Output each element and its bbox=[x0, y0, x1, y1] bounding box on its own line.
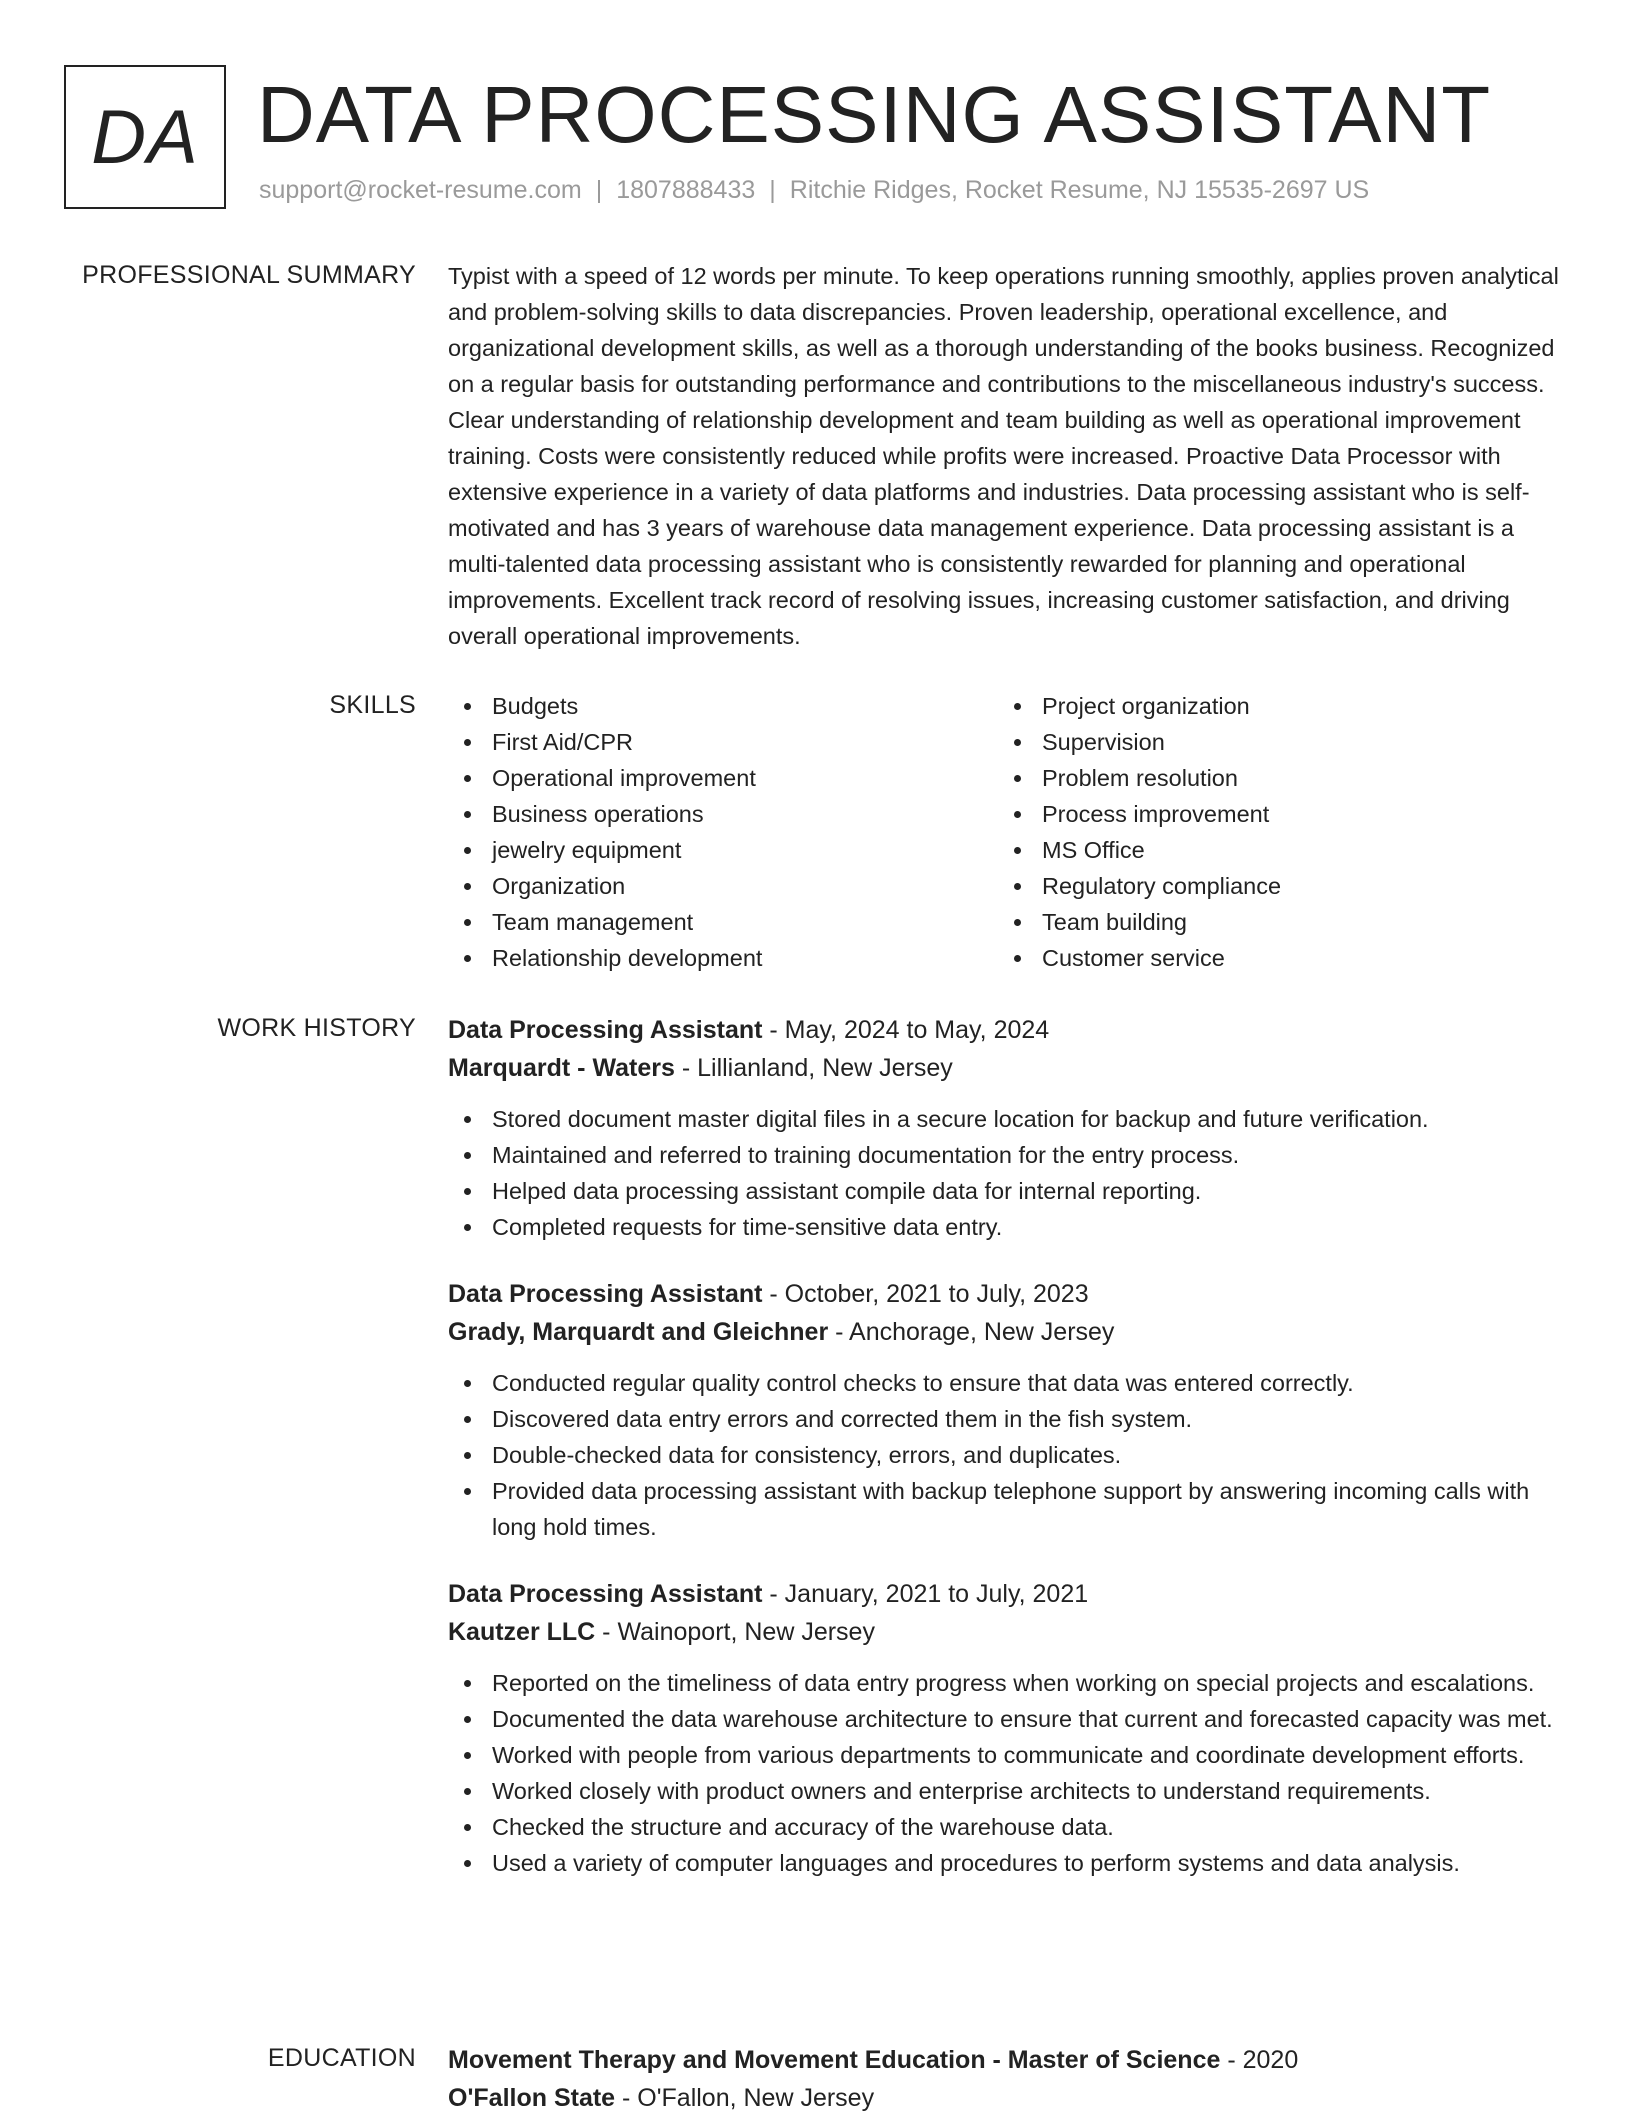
job-title-line bbox=[448, 1275, 1570, 1313]
job-dates: - January, 2021 to July, 2021 bbox=[762, 1580, 1089, 1608]
job-company-line bbox=[448, 1613, 1570, 1651]
job-entry bbox=[448, 1275, 1570, 1545]
job-duties bbox=[448, 1665, 1570, 1881]
skill-item: Problem resolution bbox=[998, 760, 1548, 796]
job-title-line bbox=[448, 1011, 1570, 1049]
duty-item: Maintained and referred to training documentation for the entry process. bbox=[448, 1137, 1570, 1173]
skills-list-left bbox=[448, 688, 998, 976]
contact-email: support@rocket-resume.com bbox=[259, 176, 582, 204]
summary-text: Typist with a speed of 12 words per minute. To keep operations running smoothly, applies proven analytical and problem-solving skills to data discrepancies. Proven leadership, operational excellence, and organizational development skills, as well as a thorough understanding of the books business. Recognized on a regular basis for outstanding performance and contributions to the miscellaneous industry's success. Clear understanding of relationship development and team building as well as operational improvement training. Costs were consistently reduced while profits were increased. Proactive Data Processor with extensive experience in a variety of data platforms and industries. Data processing assistant who is self-motivated and has 3 years of warehouse data management experience. Data processing assistant is a multi-talented data processing assistant who is consistently rewarded for planning and operational improvements. Excellent track record of resolving issues, increasing customer satisfaction, and driving overall operational improvements. bbox=[448, 263, 1559, 649]
skill-item: Team building bbox=[998, 904, 1548, 940]
job-title: Data Processing Assistant bbox=[448, 1280, 763, 1308]
section-label-skills: SKILLS bbox=[329, 691, 416, 719]
duty-item: Discovered data entry errors and corrected them in the fish system. bbox=[448, 1401, 1570, 1437]
job-title: Data Processing Assistant bbox=[448, 1580, 763, 1608]
skill-item: Team management bbox=[448, 904, 998, 940]
education-location: - O'Fallon, New Jersey bbox=[615, 2084, 875, 2112]
resume-header bbox=[64, 65, 1568, 210]
job-company: Kautzer LLC bbox=[448, 1618, 596, 1646]
duty-item: Reported on the timeliness of data entry progress when working on special projects and escalations. bbox=[448, 1665, 1570, 1701]
skill-item: jewelry equipment bbox=[448, 832, 998, 868]
duty-item: Provided data processing assistant with backup telephone support by answering incoming calls with long hold times. bbox=[448, 1473, 1570, 1545]
job-entry bbox=[448, 1011, 1570, 1245]
education-year: - 2020 bbox=[1220, 2046, 1299, 2074]
job-duties bbox=[448, 1365, 1570, 1545]
education-body bbox=[448, 2041, 1570, 2112]
duty-item: Worked closely with product owners and enterprise architects to understand requirements. bbox=[448, 1773, 1570, 1809]
candidate-title: DATA PROCESSING ASSISTANT bbox=[257, 70, 1492, 159]
contact-separator: | bbox=[769, 176, 776, 204]
education-degree: Movement Therapy and Movement Education - Master of Science bbox=[448, 2046, 1221, 2074]
skill-item: Budgets bbox=[448, 688, 998, 724]
job-duties bbox=[448, 1101, 1570, 1245]
contact-phone: 1807888433 bbox=[616, 176, 756, 204]
monogram-initials: DA bbox=[91, 94, 199, 180]
job-company: Marquardt - Waters bbox=[448, 1054, 675, 1082]
skill-item: MS Office bbox=[998, 832, 1548, 868]
work-history-body bbox=[448, 1011, 1570, 1911]
skill-item: Customer service bbox=[998, 940, 1548, 976]
duty-item: Checked the structure and accuracy of the warehouse data. bbox=[448, 1809, 1570, 1845]
duty-item: Worked with people from various departments to communicate and coordinate development efforts. bbox=[448, 1737, 1570, 1773]
job-company-line bbox=[448, 1049, 1570, 1087]
skill-item: Process improvement bbox=[998, 796, 1548, 832]
skill-item: Relationship development bbox=[448, 940, 998, 976]
skill-item: Project organization bbox=[998, 688, 1548, 724]
job-company: Grady, Marquardt and Gleichner bbox=[448, 1318, 829, 1346]
skill-item: Operational improvement bbox=[448, 760, 998, 796]
skill-item: First Aid/CPR bbox=[448, 724, 998, 760]
contact-separator: | bbox=[595, 176, 603, 204]
job-dates: - October, 2021 to July, 2023 bbox=[762, 1280, 1089, 1308]
job-company-line bbox=[448, 1313, 1570, 1351]
duty-item: Conducted regular quality control checks to ensure that data was entered correctly. bbox=[448, 1365, 1570, 1401]
contact-line bbox=[259, 174, 1369, 207]
job-location: - Lillianland, New Jersey bbox=[674, 1054, 953, 1082]
education-school: O'Fallon State bbox=[448, 2084, 616, 2112]
duty-item: Double-checked data for consistency, errors, and duplicates. bbox=[448, 1437, 1570, 1473]
section-label-summary: PROFESSIONAL SUMMARY bbox=[82, 261, 416, 289]
contact-address: Ritchie Ridges, Rocket Resume, NJ 15535-2697 US bbox=[789, 176, 1370, 204]
job-title-line bbox=[448, 1575, 1570, 1613]
skill-item: Regulatory compliance bbox=[998, 868, 1548, 904]
duty-item: Stored document master digital files in a secure location for backup and future verification. bbox=[448, 1101, 1570, 1137]
duty-item: Completed requests for time-sensitive data entry. bbox=[448, 1209, 1570, 1245]
job-entry bbox=[448, 1575, 1570, 1881]
skills-columns bbox=[448, 688, 1570, 976]
section-label-education: EDUCATION bbox=[267, 2044, 416, 2072]
duty-item: Documented the data warehouse architecture to ensure that current and forecasted capacity was met. bbox=[448, 1701, 1570, 1737]
skill-item: Business operations bbox=[448, 796, 998, 832]
monogram-box bbox=[64, 65, 226, 209]
job-location: - Anchorage, New Jersey bbox=[828, 1318, 1115, 1346]
education-degree-line bbox=[448, 2041, 1570, 2079]
section-label-work: WORK HISTORY bbox=[217, 1014, 416, 1042]
skill-item: Supervision bbox=[998, 724, 1548, 760]
duty-item: Used a variety of computer languages and procedures to perform systems and data analysis. bbox=[448, 1845, 1570, 1881]
skills-list-right bbox=[998, 688, 1548, 976]
education-school-line bbox=[448, 2079, 1570, 2112]
job-location: - Wainoport, New Jersey bbox=[595, 1618, 875, 1646]
job-title: Data Processing Assistant bbox=[448, 1016, 763, 1044]
job-dates: - May, 2024 to May, 2024 bbox=[762, 1016, 1050, 1044]
duty-item: Helped data processing assistant compile data for internal reporting. bbox=[448, 1173, 1570, 1209]
skill-item: Organization bbox=[448, 868, 998, 904]
